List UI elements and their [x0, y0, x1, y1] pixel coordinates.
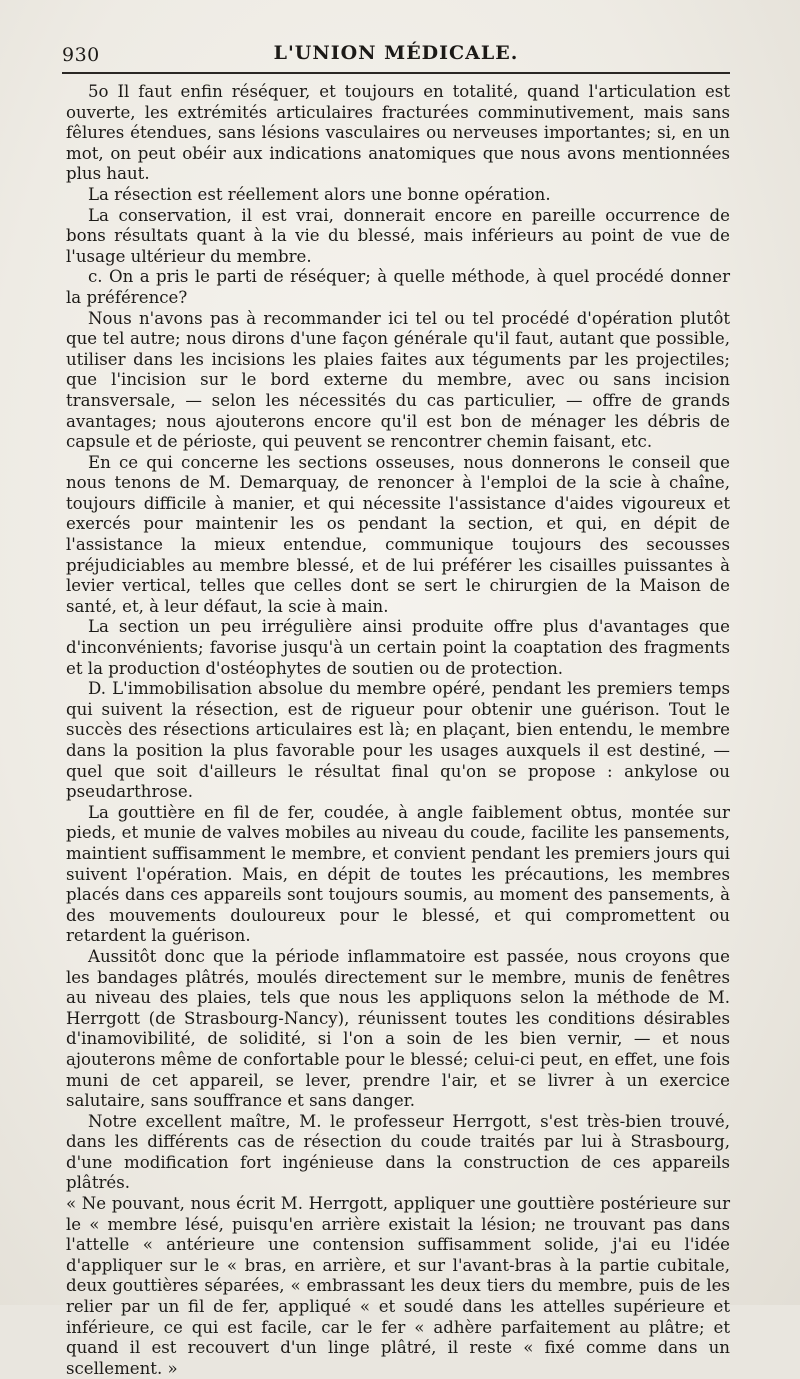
- paragraph-good-operation: La résection est réellement alors une bonne opération.: [88, 184, 551, 204]
- paragraph-herrgott: Notre excellent maître, M. le professeur Herrgott, s'est très-bien trouvé, dans les différents cas de résection du coude traités par lui à Strasbourg, d'une modification fort ingénieuse dans la construction de ces appareils plâtrés.: [66, 1111, 730, 1193]
- paragraph-irregular-section: La section un peu irrégulière ainsi produite offre plus d'avantages que d'inconvénients; favorise jusqu'à un certain point la coaptation des fragments et la production d'ostéophytes de soutien ou de protection.: [66, 617, 730, 678]
- paragraph-plaster-bandages: Aussitôt donc que la période inflammatoire est passée, nous croyons que les bandages plâtrés, moulés directement sur le membre, munis de fenêtres au niveau des plaies, tels que nous les appliquons selon la méthode de M. Herrgott (de Strasbourg-Nancy), réunissent toutes les conditions désirables d'inamovibilité, de solidité, si l'on a soin de les bien vernir, — et nous ajouterons même de confortable pour le blessé; celui-ci peut, en effet, une fois muni de cet appareil, se lever, prendre l'air, et se livrer à un exercice salutaire, sans souffrance et sans danger.: [66, 946, 730, 1111]
- body-text: [66, 82, 730, 1379]
- paragraph-immobilisation: D. L'immobilisation absolue du membre opéré, pendant les premiers temps qui suivent la résection, est de rigueur pour obtenir une guérison. Tout le succès des résections articulaires est là; en plaçant, bien entendu, le membre dans la position la plus favorable pour les usages auxquels il est destiné, — quel que soit d'ailleurs le résultat final qu'on se propose : ankylose ou pseudarthrose.: [66, 679, 730, 802]
- paragraph-resect-total: 5o Il faut enfin réséquer, et toujours en totalité, quand l'articulation est ouverte, les extrémités articulaires fracturées comminutivement, mais sans fêlures étendues, sans lésions vasculaires ou nerveuses importantes; si, en un mot, on peut obéir aux indications anatomiques que nous avons mentionnées plus haut.: [66, 82, 730, 184]
- page-header: [62, 38, 730, 72]
- paragraph-method-question: c. On a pris le parti de réséquer; à quelle méthode, à quel procédé donner la préférence?: [66, 267, 730, 307]
- paragraph-quotation: « Ne pouvant, nous écrit M. Herrgott, appliquer une gouttière postérieure sur le « membre lésé, puisqu'en arrière existait la lésion; ne trouvant pas dans l'attelle « antérieure une contension suffisamment solide, j'ai eu l'idée d'appliquer sur le « bras, en arrière, et sur l'avant-bras à la partie cubitale, deux gouttières séparées, « embrassant les deux tiers du membre, puis de les relier par un fil de fer, appliqué « et soudé dans les attelles supérieure et inférieure, ce qui est facile, car le fer « adhère parfaitement au plâtre; et quand il est recouvert d'un linge plâtré, il reste « fixé comme dans un scellement. »: [66, 1194, 730, 1378]
- running-title: L'UNION MÉDICALE.: [273, 42, 519, 64]
- page-number: 930: [62, 44, 100, 66]
- paragraph-procedure: Nous n'avons pas à recommander ici tel ou tel procédé d'opération plutôt que tel autre; nous dirons d'une façon générale qu'il faut, autant que possible, utiliser dans les incisions les plaies faites aux téguments par les projectiles; que l'incision sur le bord externe du membre, avec ou sans incision transversale, — selon les nécessités du cas particulier, — offre de grands avantages; nous ajouterons encore qu'il est bon de ménager les débris de capsule et de périoste, qui peuvent se rencontrer chemin faisant, etc.: [66, 308, 730, 452]
- paragraph-wire-gutter: La gouttière en fil de fer, coudée, à angle faiblement obtus, montée sur pieds, et munie de valves mobiles au niveau du coude, facilite les pansements, maintient suffisamment le membre, et convient pendant les premiers jours qui suivent l'opération. Mais, en dépit de toutes les précautions, les membres placés dans ces appareils sont toujours soumis, au moment des pansements, à des mouvements douloureux pour le blessé, et qui compromettent ou retardent la guérison.: [66, 802, 730, 946]
- paragraph-bone-sections: En ce qui concerne les sections osseuses, nous donnerons le conseil que nous tenons de M. Demarquay, de renoncer à l'emploi de la scie à chaîne, toujours difficile à manier, et qui nécessite l'assistance d'aides vigoureux et exercés pour maintenir les os pendant la section, et qui, en dépit de l'assistance la mieux entendue, communique toujours des secousses préjudiciables au membre blessé, et de lui préférer les cisailles puissantes à levier vertical, telles que celles dont se sert le chirurgien de la Maison de santé, et, à leur défaut, la scie à main.: [66, 452, 730, 616]
- header-rule: [62, 72, 730, 74]
- paragraph-conservation: La conservation, il est vrai, donnerait encore en pareille occurrence de bons résultats quant à la vie du blessé, mais inférieurs au point de vue de l'usage ultérieur du membre.: [66, 205, 730, 266]
